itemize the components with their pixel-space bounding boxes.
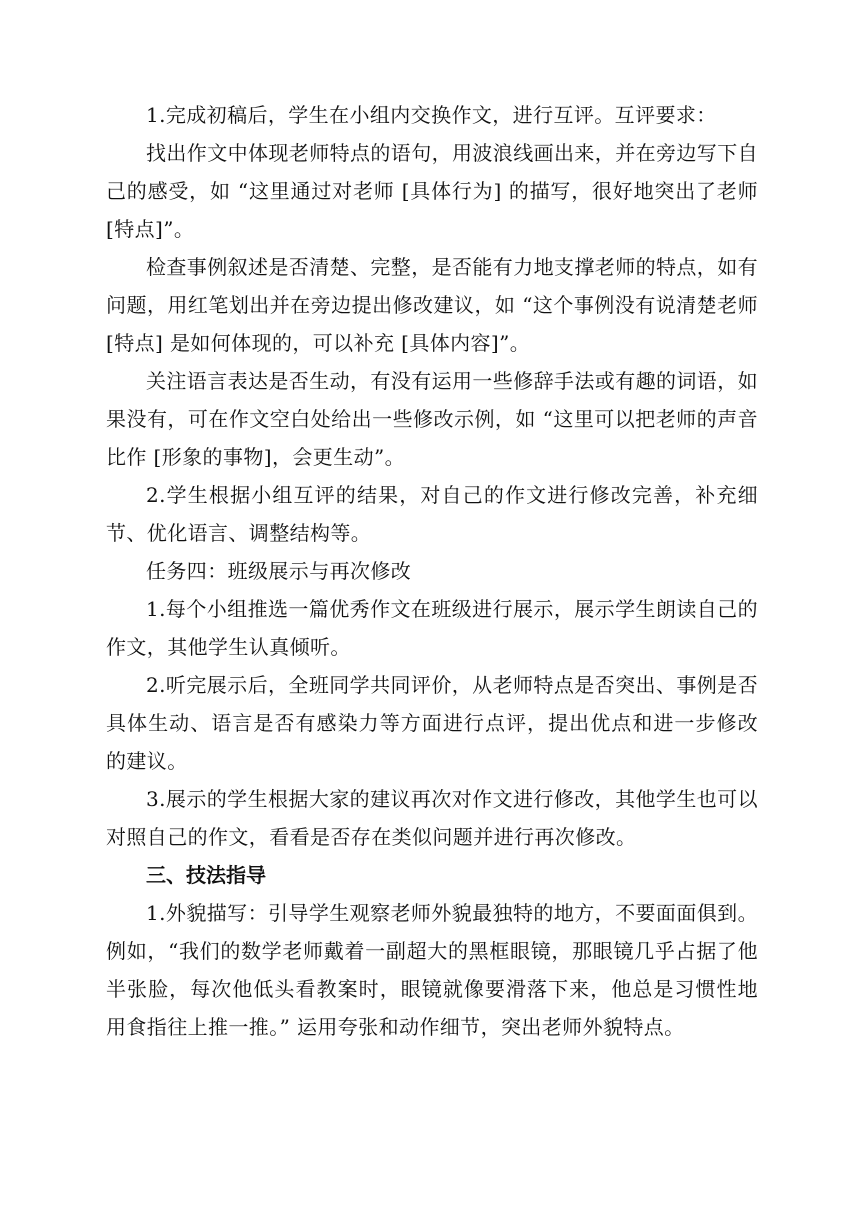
- technique-appearance: 1.外貌描写：引导学生观察老师外貌最独特的地方，不要面面俱到。例如，“我们的数学老师戴着一副超大的黑框眼镜，那眼镜几乎占据了他半张脸，每次他低头看教案时，眼镜就像要滑落下来，他总是习惯性地用食指往上推一推。” 运用夸张和动作细节，突出老师外貌特点。: [106, 901, 758, 1039]
- task-four-step-1: 1.每个小组推选一篇优秀作文在班级进行展示，展示学生朗读自己的作文，其他学生认真倾听。: [106, 597, 758, 659]
- task-four-step-2: 2.听完展示后，全班同学共同评价，从老师特点是否突出、事例是否具体生动、语言是否有感染力等方面进行点评，提出优点和进一步修改的建议。: [106, 673, 758, 773]
- task-four-step-3: 3.展示的学生根据大家的建议再次对作文进行修改，其他学生也可以对照自己的作文，看看是否存在类似问题并进行再次修改。: [106, 787, 758, 849]
- review-requirement-examples: 检查事例叙述是否清楚、完整，是否能有力地支撑老师的特点，如有问题，用红笔划出并在旁边提出修改建议，如 “这个事例没有说清楚老师 [特点] 是如何体现的，可以补充 [具体内容]”。: [106, 255, 758, 355]
- revision-step: 2.学生根据小组互评的结果，对自己的作文进行修改完善，补充细节、优化语言、调整结构等。: [106, 483, 758, 545]
- review-requirement-features: 找出作文中体现老师特点的语句，用波浪线画出来，并在旁边写下自己的感受，如 “这里通过对老师 [具体行为] 的描写，很好地突出了老师 [特点]”。: [106, 141, 758, 241]
- document-body: [106, 96, 758, 1046]
- section-heading: 三、技法指导: [146, 863, 266, 887]
- review-requirement-language: 关注语言表达是否生动，有没有运用一些修辞手法或有趣的词语，如果没有，可在作文空白处给出一些修改示例，如 “这里可以把老师的声音比作 [形象的事物]，会更生动”。: [106, 369, 758, 469]
- task-four-title: 任务四：班级展示与再次修改: [146, 559, 412, 583]
- peer-review-intro: 1.完成初稿后，学生在小组内交换作文，进行互评。互评要求：: [146, 103, 717, 127]
